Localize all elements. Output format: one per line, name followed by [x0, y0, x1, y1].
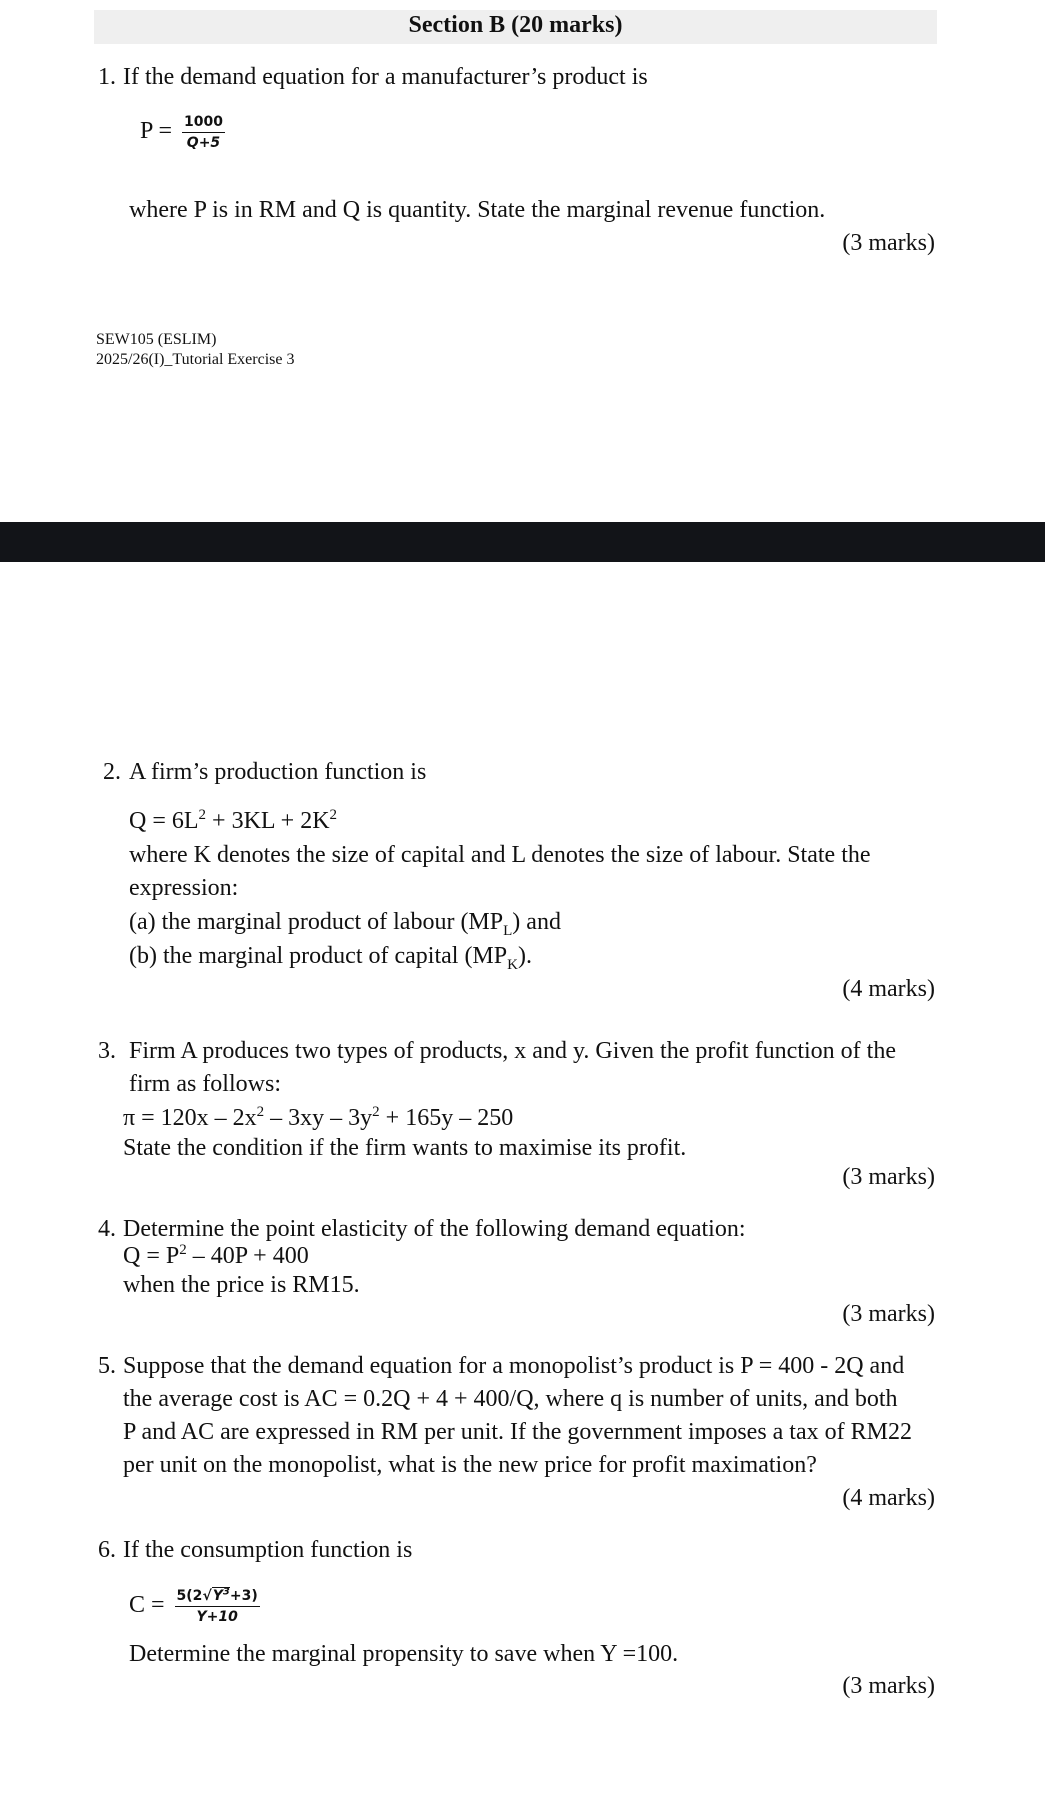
q2-part-a: (a) the marginal product of labour $(MP_L)$ and: [129, 909, 561, 939]
q6-eq-numerator: $5(2√Y^3+3)$: [175, 1588, 260, 1607]
q1-intro: If the demand equation for a manufacturer’s product is: [123, 64, 648, 90]
q1-eq-numerator: 1000: [182, 114, 225, 133]
q5-line4: per unit on the monopolist, what is the new price for profit maximation?: [123, 1452, 817, 1478]
q2-number: 2.: [103, 759, 121, 785]
q3-line1: Firm A produces two types of products, x and y. Given the profit function of the: [129, 1038, 896, 1064]
q6-marks: (3 marks): [842, 1673, 935, 1699]
q2-part-b: (b) the marginal product of capital $(MP_K)$.: [129, 943, 532, 973]
q4-line1: Determine the point elasticity of the following demand equation:: [123, 1216, 746, 1242]
q4-line2: when the price is RM15.: [123, 1272, 360, 1298]
q3-line3: State the condition if the firm wants to maximise its profit.: [123, 1135, 687, 1161]
q1-eq-lhs: P =: [140, 118, 172, 145]
q5-number: 5.: [98, 1353, 116, 1379]
q2-line2: expression:: [129, 875, 239, 901]
q6-text: Determine the marginal propensity to save when Y =100.: [129, 1641, 679, 1667]
q1-marks: (3 marks): [842, 230, 935, 256]
q3-equation: $\pi = 120x - 2x^2 - 3xy - 3y^2 + 165y - 250$: [123, 1104, 514, 1131]
q3-line2: firm as follows:: [129, 1071, 281, 1097]
q2-marks: (4 marks): [842, 976, 935, 1002]
section-title: Section B (20 marks): [408, 12, 623, 38]
q2-intro: A firm’s production function is: [129, 759, 427, 785]
q4-equation: $Q = P^2 - 40P + 400$: [123, 1242, 309, 1269]
q1-eq-denominator: Q+5: [186, 135, 221, 152]
q6-number: 6.: [98, 1537, 116, 1563]
q5-line1: Suppose that the demand equation for a monopolist’s product is P = 400 - 2Q and: [123, 1353, 905, 1379]
q1-text: where P is in RM and Q is quantity. State the marginal revenue function.: [129, 197, 826, 223]
q6-intro: If the consumption function is: [123, 1537, 413, 1563]
q5-line3: P and AC are expressed in RM per unit. If the government imposes a tax of RM22: [123, 1419, 912, 1445]
q3-marks: (3 marks): [842, 1164, 935, 1190]
exercise-label: 2025/26(I)_Tutorial Exercise 3: [96, 351, 295, 368]
q1-equation: [140, 114, 225, 151]
q1-fraction: [182, 114, 225, 151]
page-separator-band: [0, 522, 1045, 562]
q2-equation: $Q = 6L^2 + 3KL + 2K^2$: [129, 807, 338, 834]
q6-fraction: [175, 1588, 260, 1625]
q6-eq-lhs: C =: [129, 1592, 165, 1619]
q6-eq-denominator: Y+10: [196, 1609, 238, 1626]
q5-marks: (4 marks): [842, 1485, 935, 1511]
q2-line1: where K denotes the size of capital and L denotes the size of labour. State the: [129, 842, 871, 868]
q4-number: 4.: [98, 1216, 116, 1242]
q1-number: 1.: [98, 64, 116, 90]
q6-equation: [129, 1588, 260, 1625]
q4-marks: (3 marks): [842, 1301, 935, 1327]
q3-number: 3.: [98, 1038, 116, 1064]
course-code: SEW105 (ESLIM): [96, 331, 217, 348]
q5-line2: the average cost is AC = 0.2Q + 4 + 400/Q, where q is number of units, and both: [123, 1386, 898, 1412]
